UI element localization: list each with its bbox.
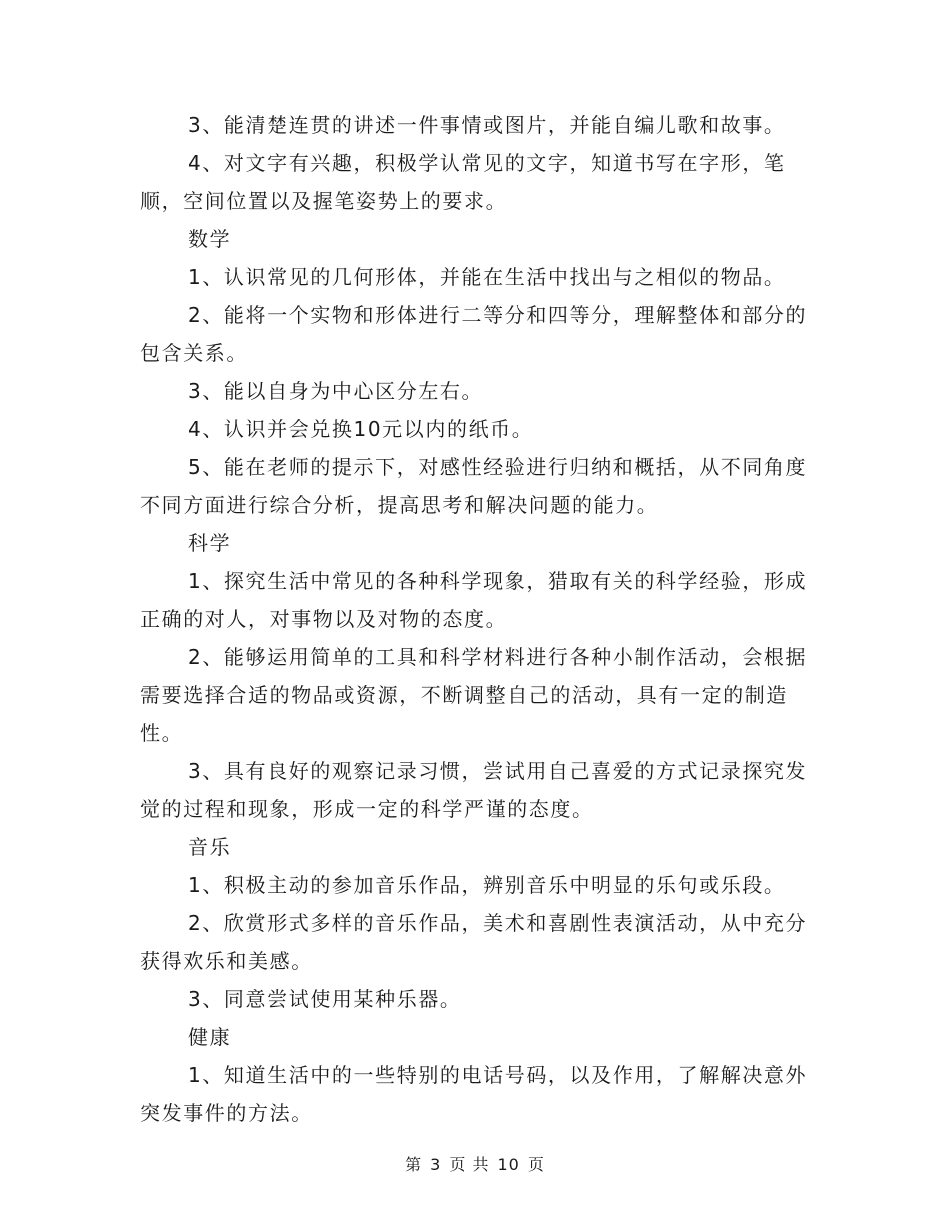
section-heading-music: 音乐 [188, 835, 232, 859]
paragraph: 1、探究生活中常见的各种科学现象，猎取有关的科学经验，形成正确的对人，对事物以及对物的态度。 [140, 569, 808, 631]
section-heading-math: 数学 [188, 227, 232, 251]
section-heading-health: 健康 [188, 1025, 232, 1049]
paragraph: 3、同意尝试使用某种乐器。 [188, 987, 462, 1011]
paragraph: 2、能够运用简单的工具和科学材料进行各种小制作活动，会根据需要选择合适的物品或资源，不断调整自己的活动，具有一定的制造性。 [140, 645, 808, 745]
paragraph: 4、对文字有兴趣，积极学认常见的文字，知道书写在字形，笔顺，空间位置以及握笔姿势上的要求。 [140, 151, 786, 213]
paragraph: 1、积极主动的参加音乐作品，辨别音乐中明显的乐句或乐段。 [188, 873, 786, 897]
paragraph: 1、认识常见的几何形体，并能在生活中找出与之相似的物品。 [188, 265, 786, 289]
footer-page-number: 3 [430, 1155, 442, 1174]
page-footer [0, 1152, 950, 1175]
paragraph: 3、具有良好的观察记录习惯，尝试用自己喜爱的方式记录探究发觉的过程和现象，形成一定的科学严谨的态度。 [140, 759, 808, 821]
paragraph: 3、能清楚连贯的讲述一件事情或图片，并能自编儿歌和故事。 [188, 113, 786, 137]
footer-prefix: 第 [405, 1155, 423, 1174]
paragraph: 5、能在老师的提示下，对感性经验进行归纳和概括，从不同角度不同方面进行综合分析，提高思考和解决问题的能力。 [140, 455, 808, 517]
paragraph: 4、认识并会兑换10元以内的纸币。 [188, 417, 534, 441]
paragraph: 2、能将一个实物和形体进行二等分和四等分，理解整体和部分的包含关系。 [140, 303, 808, 365]
document-body [140, 106, 810, 1132]
paragraph: 1、知道生活中的一些特别的电话号码，以及作用，了解解决意外突发事件的方法。 [140, 1063, 808, 1125]
footer-middle: 页 共 [449, 1155, 490, 1174]
footer-total-pages: 10 [497, 1155, 520, 1174]
footer-suffix: 页 [527, 1155, 545, 1174]
paragraph: 2、欣赏形式多样的音乐作品，美术和喜剧性表演活动，从中充分获得欢乐和美感。 [140, 911, 808, 973]
paragraph: 3、能以自身为中心区分左右。 [188, 379, 484, 403]
section-heading-science: 科学 [188, 531, 232, 555]
